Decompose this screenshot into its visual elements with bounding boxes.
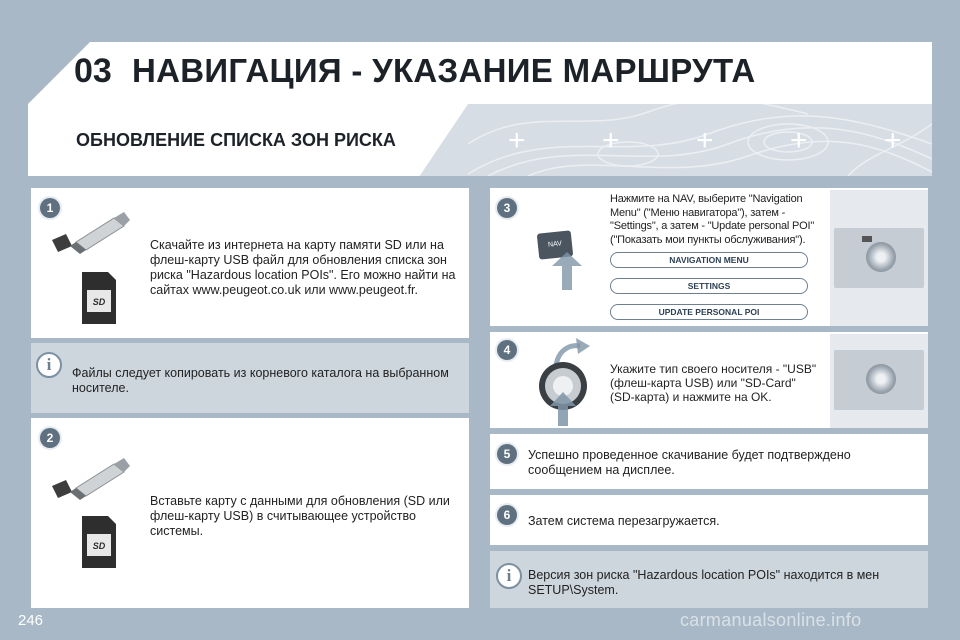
- settings-button: SETTINGS: [610, 278, 808, 294]
- plus-icon: +: [790, 124, 808, 157]
- step-2-text: Вставьте карту с данными для обновления (SD или флеш-карту USB) в считывающее устройство системы.: [150, 494, 450, 538]
- radio-nav-key: [862, 236, 872, 242]
- info-1-text: Файлы следует копировать из корневого каталога на выбранном носителе.: [72, 366, 449, 395]
- page-title: НАВИГАЦИЯ - УКАЗАНИЕ МАРШРУТА: [132, 52, 756, 89]
- step-2-badge: 2: [40, 428, 60, 448]
- step-4-badge: 4: [497, 340, 517, 360]
- info-2-text: Версия зон риска "Hazardous location POIs" находится в мен SETUP\System.: [528, 568, 880, 597]
- plus-icon: +: [602, 124, 620, 157]
- sd-card-icon: [78, 516, 120, 570]
- plus-icon: +: [696, 124, 714, 157]
- sd-card-icon: [78, 272, 120, 326]
- radio-knob: [866, 364, 896, 394]
- update-personal-poi-button: UPDATE PERSONAL POI: [610, 304, 808, 320]
- rotary-knob-icon: [536, 336, 594, 426]
- step-1-badge: 1: [40, 198, 60, 218]
- usb-stick-icon: [52, 212, 132, 262]
- chapter-number: 03: [74, 52, 112, 90]
- plus-icon: +: [508, 124, 526, 157]
- usb-stick-icon: [52, 458, 132, 508]
- navigation-menu-button: NAVIGATION MENU: [610, 252, 808, 268]
- plus-icon: +: [884, 124, 902, 157]
- step-6-text: Затем система перезагружается.: [528, 514, 720, 528]
- info-icon: i: [36, 352, 62, 378]
- step-6-badge: 6: [497, 505, 517, 525]
- step-5-badge: 5: [497, 444, 517, 464]
- step-3-badge: 3: [497, 198, 517, 218]
- radio-unit-image: [834, 228, 924, 288]
- radio-unit-image: [834, 350, 924, 410]
- arrow-up-icon: [552, 252, 582, 290]
- svg-text:SD: SD: [92, 541, 106, 551]
- step-1-text: Скачайте из интернета на карту памяти SD или на флеш-карту USB файл для обновления списка зон риска "Hazardous location POIs". Его можно найти на сайтах www.peugeot.co.uk или www.peugeot.fr.: [150, 238, 456, 297]
- page-number: 246: [18, 612, 44, 629]
- step-5-text: Успешно проведенное скачивание будет подтверждено сообщением на дисплее.: [528, 448, 851, 477]
- section-subtitle: ОБНОВЛЕНИЕ СПИСКА ЗОН РИСКА: [76, 130, 396, 150]
- step-3-text: Нажмите на NAV, выберите "Navigation Menu" ("Меню навигатора"), затем - "Settings", а затем - "Update personal POI" ("Показать мои пункты обслуживания").: [610, 193, 815, 246]
- info-icon: i: [496, 563, 522, 589]
- watermark: carmanualsonline.info: [680, 610, 862, 630]
- radio-knob: [866, 242, 896, 272]
- svg-text:SD: SD: [92, 297, 106, 307]
- nav-key: NAV: [537, 230, 574, 259]
- step-4-text: Укажите тип своего носителя - "USB" (флеш-карта USB) или "SD-Card" (SD-карта) и нажмите на OK.: [610, 362, 817, 404]
